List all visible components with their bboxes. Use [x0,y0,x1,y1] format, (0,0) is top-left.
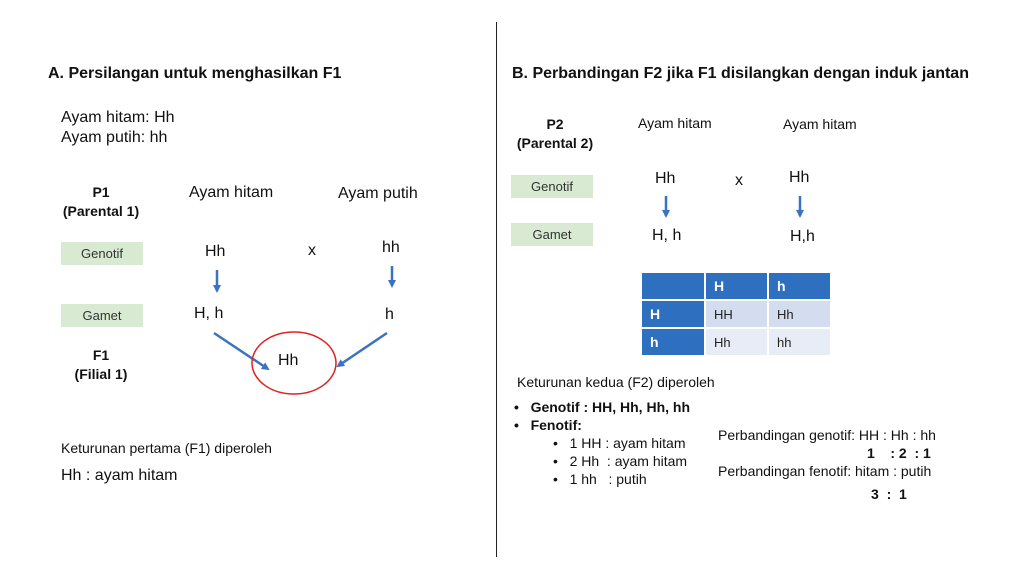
b-left-genotype: Hh [655,170,676,187]
arrow-left-to-f1 [214,333,268,369]
sub-bullet-text: 1 hh : putih [569,471,647,487]
f1-conclusion-heading: Keturunan pertama (F1) diperoleh [61,440,272,456]
bullet-genotif: • Genotif : HH, Hh, Hh, hh [514,399,690,415]
p1-label-short: P1 [92,184,110,200]
cross-symbol-b: x [735,172,743,189]
punnett-row [641,300,831,328]
sub-bullet-text: 1 HH : ayam hitam [569,435,686,451]
arrow-right-to-f1 [338,333,387,366]
punnett-header-row [641,272,831,300]
punnett-row [641,328,831,356]
sub-bullet: • 1 HH : ayam hitam [553,435,686,451]
p1-label-long: (Parental 1) [62,203,140,219]
sub-bullet: • 2 Hh : ayam hitam [553,453,688,469]
ratio-phenotype-values: 3 : 1 [871,486,907,502]
p2-label [507,115,603,153]
p2-label-short: P2 [546,116,564,132]
b-right-gamete: H,h [790,228,815,245]
bullet-fenotif: • Fenotif: [514,417,582,433]
f1-label [50,346,152,384]
parent-left-name: Ayam hitam [189,184,274,201]
p2-label-long: (Parental 2) [516,135,594,151]
b-parent-right-name: Ayam hitam [783,116,857,132]
info-line-white: Ayam putih: hh [61,129,168,146]
cross-symbol-a: x [308,242,316,259]
punnett-row-header: h [641,328,705,356]
sub-bullet-text: 2 Hh : ayam hitam [569,453,688,469]
right-gamete: h [385,306,394,323]
f1-result: Hh [278,352,299,369]
b-left-gamete: H, h [652,227,682,244]
ratio-phenotype-label: Perbandingan fenotif: hitam : putih [718,463,932,479]
sub-bullet: • 1 hh : putih [553,471,647,487]
f2-bullet-list [514,398,690,434]
f1-label-long: (Filial 1) [74,366,128,382]
punnett-square [640,271,832,357]
genotif-tag: Genotif [61,242,143,265]
bullet-genotif-text: Genotif : HH, Hh, Hh, hh [530,399,690,415]
p1-label [50,183,152,221]
punnett-cell: hh [768,328,831,356]
f1-label-short: F1 [92,347,110,363]
section-a-title: A. Persilangan untuk menghasilkan F1 [48,65,342,82]
b-gamet-tag: Gamet [511,223,593,246]
punnett-row-header: H [641,300,705,328]
punnett-corner [641,272,705,300]
b-right-genotype: Hh [789,169,810,186]
b-genotif-tag: Genotif [511,175,593,198]
right-genotype: hh [382,239,400,256]
info-line-black: Ayam hitam: Hh [61,109,175,126]
bullet-fenotif-text: Fenotif: [530,417,582,433]
f1-conclusion: Hh : ayam hitam [61,467,178,484]
punnett-cell: Hh [768,300,831,328]
f2-heading: Keturunan kedua (F2) diperoleh [517,374,715,390]
f2-sub-bullets [553,434,687,488]
left-gamete: H, h [194,305,224,322]
punnett-cell: Hh [705,328,768,356]
punnett-col-header: H [705,272,768,300]
ratio-genotype-label: Perbandingan genotif: HH : Hh : hh [718,427,936,443]
left-genotype: Hh [205,243,226,260]
b-parent-left-name: Ayam hitam [638,115,712,131]
punnett-cell: HH [705,300,768,328]
parent-info [61,108,175,148]
section-b-title: B. Perbandingan F2 jika F1 disilangkan dengan induk jantan [512,65,969,82]
parent-right-name: Ayam putih [338,185,418,202]
punnett-col-header: h [768,272,831,300]
gamet-tag: Gamet [61,304,143,327]
ratio-genotype-values: 1 : 2 : 1 [867,445,931,461]
